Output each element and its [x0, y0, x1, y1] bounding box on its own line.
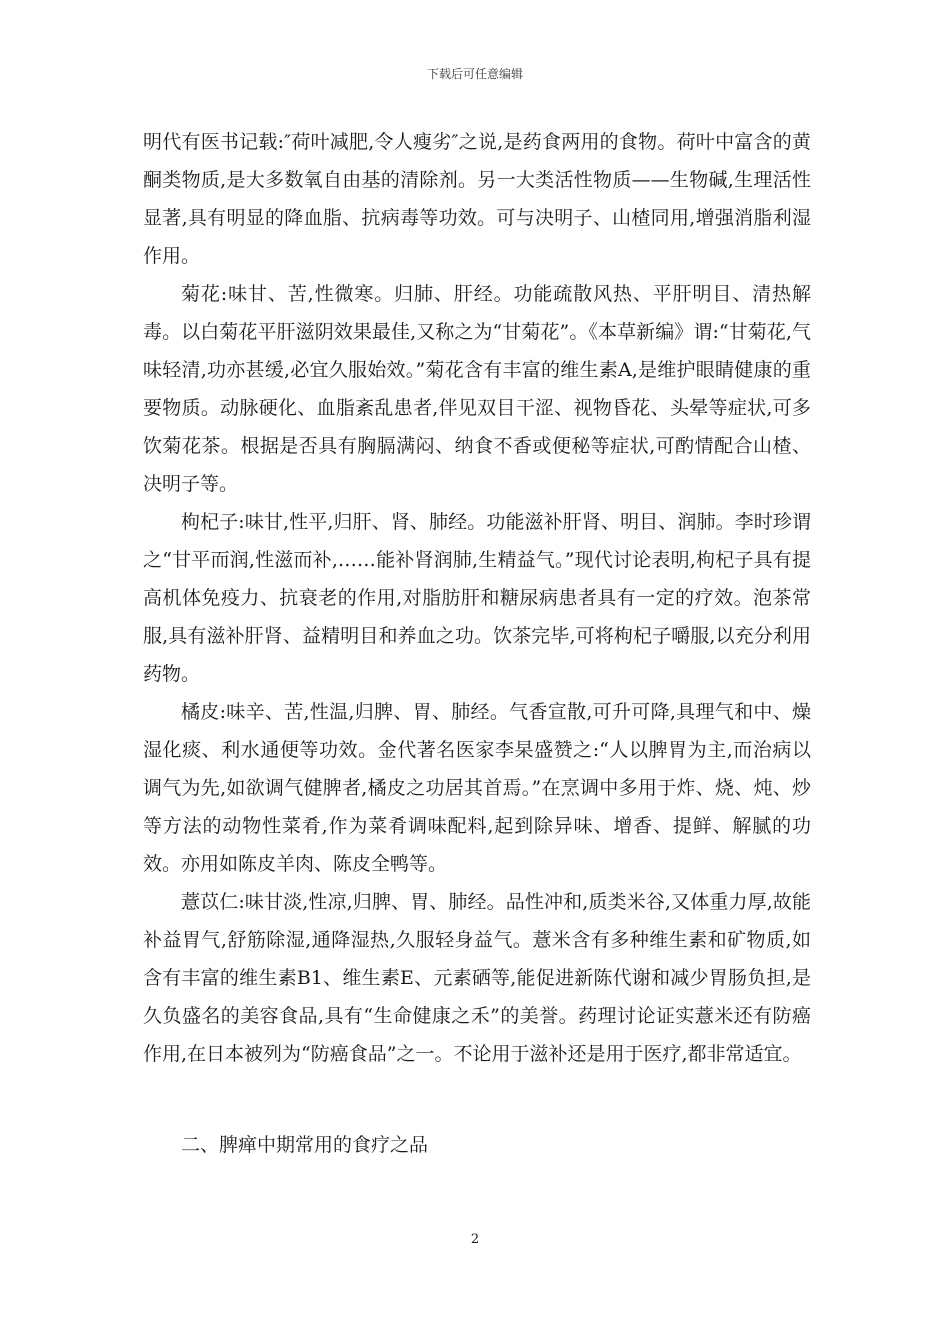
section-title: 二、脾瘅中期常用的食疗之品 [181, 1134, 429, 1156]
paragraph-goji: 枸杞子:味甘,性平,归肝、肾、肺经。功能滋补肝肾、明目、润肺。李时珍谓之“甘平而润,性滋而补,……能补肾润肺,生精益气。”现代讨论表明,枸杞子具有提高机体免疫力、抗衰老的作用,对脂肪肝和糖尿病患者具有一定的疗效。泡茶常服,具有滋补肝肾、益精明目和养血之功。饮茶完毕,可将枸杞子嚼服,以充分利用药物。 [143, 511, 811, 685]
paragraph-coix-seed: 薏苡仁:味甘淡,性凉,归脾、胃、肺经。品性冲和,质类米谷,又体重力厚,故能补益胃气,舒筋除湿,通降湿热,久服轻身益气。薏米含有多种维生素和矿物质,如含有丰富的维生素B1、维生素E、元素硒等,能促进新陈代谢和减少胃肠负担,是久负盛名的美容食品,具有“生命健康之禾”的美誉。药理讨论证实薏米还有防癌作用,在日本被列为“防癌食品”之一。不论用于滋补还是用于医疗,都非常适宜。 [143, 891, 811, 1065]
paragraph-tangerine-peel: 橘皮:味辛、苦,性温,归脾、胃、肺经。气香宣散,可升可降,具理气和中、燥湿化痰、利水通便等功效。金代著名医家李杲盛赞之:“人以脾胃为主,而治病以调气为先,如欲调气健脾者,橘皮之功居其首焉。”在烹调中多用于炸、烧、炖、炒等方法的动物性菜肴,作为菜肴调味配料,起到除异味、增香、提鲜、解腻的功效。亦用如陈皮羊肉、陈皮全鸭等。 [143, 701, 811, 875]
page-header: 下载后可任意编辑 [426, 67, 523, 81]
document-body [143, 123, 811, 1073]
page-number: 2 [470, 1232, 480, 1247]
paragraph-lotus-leaf: 明代有医书记载:″荷叶减肥,令人瘦劣″之说,是药食两用的食物。荷叶中富含的黄酮类物质,是大多数氧自由基的清除剂。另一大类活性物质——生物碱,生理活性显著,具有明显的降血脂、抗病毒等功效。可与决明子、山楂同用,增强消脂利湿作用。 [143, 131, 811, 267]
paragraph-chrysanthemum: 菊花:味甘、苦,性微寒。归肺、肝经。功能疏散风热、平肝明目、清热解毒。以白菊花平肝滋阴效果最佳,又称之为“甘菊花”。《本草新编》谓:“甘菊花,气味轻清,功亦甚缓,必宜久服始效。”菊花含有丰富的维生素A,是维护眼睛健康的重要物质。动脉硬化、血脂紊乱患者,伴见双目干涩、视物昏花、头晕等症状,可多饮菊花茶。根据是否具有胸膈满闷、纳食不香或便秘等症状,可酌情配合山楂、决明子等。 [143, 283, 811, 495]
